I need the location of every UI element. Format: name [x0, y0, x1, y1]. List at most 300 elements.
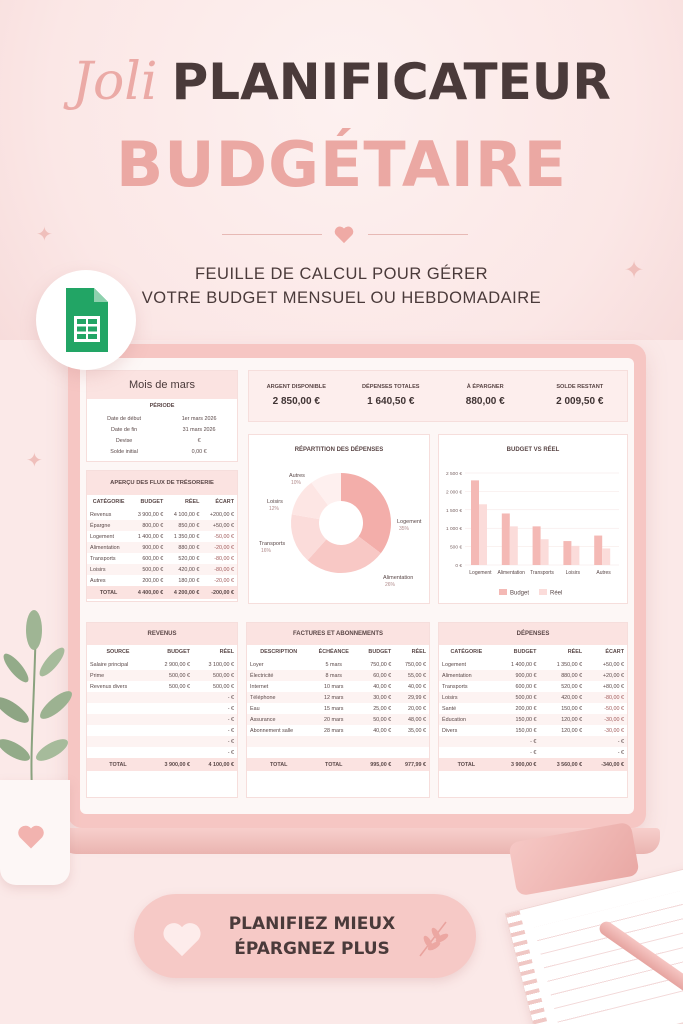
cta-text	[212, 912, 412, 962]
factures-cell: 35,00 €	[408, 727, 426, 734]
factures-cell: 55,00 €	[394, 670, 429, 681]
donut-slice-label: Logement	[397, 519, 422, 525]
depenses-cell: Logement	[442, 661, 466, 668]
revenus-cell	[149, 747, 193, 758]
bar-x-tick-label: Loisirs	[565, 570, 581, 576]
period-row	[87, 424, 237, 435]
factures-cell	[357, 747, 394, 758]
factures-cell: Loyer	[250, 661, 264, 668]
depenses-cell: 200,00 €	[515, 705, 537, 712]
depenses-row	[439, 703, 627, 714]
factures-header-cell: DESCRIPTION	[260, 649, 298, 655]
factures-cell: 5 mars	[325, 661, 342, 668]
donut-slice-label: Transports	[259, 541, 286, 547]
cashflow-row	[87, 575, 237, 586]
cashflow-cell: Épargne	[87, 520, 130, 531]
cashflow-title: APERÇU DES FLUX DE TRÉSORERIE	[87, 471, 237, 495]
depenses-table	[439, 645, 627, 771]
depenses-row	[439, 736, 627, 747]
title-word-planificateur: PLANIFICATEUR	[171, 53, 611, 111]
factures-cell: 750,00 €	[405, 661, 426, 668]
revenus-total-row	[87, 758, 237, 771]
revenus-header-cell: RÉEL	[219, 649, 234, 655]
factures-card	[246, 622, 430, 798]
factures-cell: Assurance	[247, 714, 310, 725]
factures-row	[247, 681, 429, 692]
revenus-cell	[149, 714, 193, 725]
bar-chart-title: BUDGET VS RÉEL	[506, 447, 560, 453]
depenses-cell: +20,00 €	[585, 670, 627, 681]
revenus-cell: 500,00 €	[149, 670, 193, 681]
factures-cell: 20 mars	[310, 714, 357, 725]
donut-slice-percent: 16%	[261, 548, 272, 554]
kpi-item	[533, 371, 628, 421]
bar-budget	[502, 513, 510, 565]
revenus-cell	[87, 703, 149, 714]
factures-cell: Eau	[250, 705, 260, 712]
donut-card	[248, 434, 430, 604]
period-header: PÉRIODE	[87, 399, 237, 413]
title-word-budgetaire: BUDGÉTAIRE	[116, 128, 567, 201]
cashflow-header-cell: ÉCART	[215, 499, 234, 505]
depenses-cell	[439, 736, 494, 747]
factures-cell	[310, 736, 357, 747]
plant-pot	[0, 780, 70, 885]
cashflow-cell: 500,00 €	[130, 564, 166, 575]
cashflow-cell: -20,00 €	[214, 577, 234, 584]
spreadsheet-screen	[80, 358, 634, 814]
kpi-item	[249, 371, 344, 421]
period-label: Devise	[115, 437, 133, 444]
revenus-cell	[87, 747, 149, 758]
bar-y-tick-label: 2 500 €	[445, 472, 462, 477]
factures-row	[247, 692, 429, 703]
bar-y-tick-label: 500 €	[449, 545, 462, 551]
cashflow-cell: Loisirs	[87, 564, 130, 575]
kpi-label: À ÉPARGNER	[466, 384, 504, 390]
kpi-item	[344, 371, 439, 421]
revenus-cell: - €	[227, 727, 234, 734]
month-card	[86, 370, 238, 462]
depenses-total-cell: TOTAL	[439, 758, 494, 771]
depenses-cell	[439, 747, 494, 758]
donut-slice-logement	[341, 473, 391, 553]
revenus-cell: Revenus divers	[90, 683, 128, 690]
depenses-cell: 900,00 €	[494, 670, 540, 681]
bar-x-tick-label: Alimentation	[497, 570, 525, 576]
kpi-label: DÉPENSES TOTALES	[361, 384, 420, 390]
revenus-cell: Salaire principal	[90, 661, 129, 668]
kpi-value: 1 640,50 €	[367, 396, 415, 407]
revenus-cell: 2 900,00 €	[164, 661, 190, 668]
depenses-header-cell: RÉEL	[567, 649, 583, 655]
revenus-cell: 500,00 €	[213, 683, 234, 690]
leaf-sprig-icon	[414, 916, 454, 960]
revenus-table	[87, 645, 237, 771]
depenses-card	[438, 622, 628, 798]
subtitle-line1: FEUILLE DE CALCUL POUR GÉRER	[194, 265, 489, 283]
depenses-row	[439, 692, 627, 703]
depenses-header-cell: BUDGET	[513, 649, 537, 655]
factures-cell: 750,00 €	[370, 661, 392, 668]
depenses-title: DÉPENSES	[439, 623, 627, 645]
factures-cell: 10 mars	[323, 683, 344, 690]
bar-réel	[510, 526, 518, 565]
cashflow-total-cell: 4 200,00 €	[166, 586, 202, 599]
legend-swatch	[539, 589, 547, 595]
depenses-cell: -50,00 €	[604, 705, 624, 712]
period-row	[87, 446, 237, 457]
cashflow-cell: -80,00 €	[214, 555, 234, 562]
period-row	[87, 435, 237, 446]
donut-slice-label: Loisirs	[267, 499, 283, 505]
cashflow-header-cell: BUDGET	[140, 499, 164, 505]
bar-réel	[571, 546, 579, 565]
cashflow-cell: Logement	[90, 533, 114, 540]
cashflow-cell: -50,00 €	[214, 533, 234, 540]
cashflow-cell: +200,00 €	[209, 511, 234, 518]
revenus-cell: - €	[193, 736, 237, 747]
revenus-row	[87, 670, 237, 681]
cta-line1: PLANIFIEZ MIEUX	[228, 914, 396, 934]
depenses-cell: - €	[494, 736, 540, 747]
depenses-row	[439, 714, 627, 725]
cashflow-total-cell: -200,00 €	[202, 586, 237, 599]
kpi-label: SOLDE RESTANT	[556, 384, 604, 390]
factures-cell: 25,00 €	[373, 705, 392, 712]
factures-total-row	[247, 758, 429, 771]
depenses-cell: 150,00 €	[561, 705, 583, 712]
factures-cell: Électricité	[247, 670, 310, 681]
donut-title: RÉPARTITION DES DÉPENSES	[294, 447, 384, 453]
bar-budget	[594, 536, 602, 565]
depenses-cell: 150,00 €	[515, 727, 537, 734]
factures-cell: 60,00 €	[357, 670, 394, 681]
cashflow-cell: 200,00 €	[142, 577, 164, 584]
donut-slice-label: Alimentation	[383, 575, 414, 581]
depenses-cell: 150,00 €	[494, 714, 540, 725]
legend-label: Réel	[550, 590, 563, 597]
revenus-row	[87, 725, 237, 736]
depenses-cell: Alimentation	[439, 670, 494, 681]
period-value: 1er mars 2026	[181, 415, 217, 422]
bar-budget	[471, 480, 479, 565]
factures-cell	[247, 736, 310, 747]
depenses-total-row	[439, 758, 627, 771]
plant-icon	[0, 600, 80, 790]
revenus-cell	[87, 692, 149, 703]
depenses-row	[439, 681, 627, 692]
factures-cell: 40,00 €	[373, 727, 392, 734]
factures-cell: Abonnement salle	[250, 727, 294, 734]
cashflow-row	[87, 553, 237, 564]
factures-cell: 50,00 €	[357, 714, 394, 725]
cashflow-header-cell: CATÉGORIE	[92, 499, 125, 505]
depenses-cell: Transports	[442, 683, 468, 690]
factures-cell: Internet	[250, 683, 269, 690]
depenses-total-cell: 3 900,00 €	[494, 758, 540, 771]
factures-title: FACTURES ET ABONNEMENTS	[247, 623, 429, 645]
donut-chart	[249, 461, 431, 601]
depenses-row	[439, 659, 627, 670]
bar-chart	[439, 455, 629, 605]
donut-slice-percent: 12%	[269, 506, 280, 512]
depenses-cell: Divers	[442, 727, 458, 734]
depenses-cell: 1 400,00 €	[510, 661, 537, 668]
factures-row	[247, 659, 429, 670]
factures-row	[247, 736, 429, 747]
revenus-header-cell: BUDGET	[167, 649, 190, 655]
depenses-cell: 500,00 €	[494, 692, 540, 703]
bar-x-tick-label: Autres	[596, 570, 611, 576]
cashflow-row	[87, 509, 237, 520]
sheets-badge	[36, 270, 136, 370]
subtitle-line2: VOTRE BUDGET MENSUEL OU HEBDOMADAIRE	[141, 289, 542, 307]
laptop-frame	[68, 344, 646, 828]
period-label: Date de début	[107, 415, 142, 422]
bar-card	[438, 434, 628, 604]
factures-row	[247, 747, 429, 758]
revenus-cell: 500,00 €	[193, 670, 237, 681]
revenus-total-cell: 4 100,00 €	[193, 758, 237, 771]
donut-slice-label: Autres	[289, 473, 305, 479]
cashflow-cell: 1 400,00 €	[137, 533, 164, 540]
cta-line2: ÉPARGNEZ PLUS	[234, 939, 390, 959]
depenses-header-cell: ÉCART	[605, 649, 624, 655]
factures-cell: 30,00 €	[357, 692, 394, 703]
revenus-cell	[87, 714, 149, 725]
period-value: €	[197, 437, 201, 444]
kpi-item	[438, 371, 533, 421]
factures-total-cell: TOTAL	[247, 758, 310, 771]
cashflow-cell: 600,00 €	[142, 555, 164, 562]
period-label: Date de fin	[111, 426, 138, 433]
cashflow-cell: 3 900,00 €	[137, 511, 164, 518]
donut-slice-percent: 10%	[291, 480, 302, 486]
revenus-cell	[149, 725, 193, 736]
factures-row	[247, 725, 429, 736]
factures-header-cell: RÉEL	[411, 649, 426, 655]
title-script-word: Joli	[72, 52, 158, 112]
factures-table	[247, 645, 429, 771]
kpi-value: 2 850,00 €	[272, 396, 320, 407]
depenses-cell: 520,00 €	[561, 683, 583, 690]
cashflow-cell: -20,00 €	[202, 542, 237, 553]
depenses-cell	[539, 747, 585, 758]
month-title: Mois de mars	[87, 371, 237, 399]
sparkle-icon: ✦	[26, 450, 43, 472]
bar-réel	[479, 504, 487, 565]
cashflow-cell: Alimentation	[87, 542, 130, 553]
depenses-cell: Loisirs	[439, 692, 494, 703]
revenus-cell: Prime	[87, 670, 149, 681]
depenses-row	[439, 747, 627, 758]
factures-cell: 48,00 €	[394, 714, 429, 725]
revenus-cell: - €	[227, 705, 234, 712]
factures-cell: 12 mars	[310, 692, 357, 703]
revenus-cell: - €	[193, 692, 237, 703]
bar-budget	[563, 541, 571, 565]
revenus-cell: 500,00 €	[169, 683, 190, 690]
depenses-cell: -30,00 €	[604, 727, 624, 734]
factures-cell: 8 mars	[310, 670, 357, 681]
factures-cell	[357, 736, 394, 747]
depenses-cell: Éducation	[439, 714, 494, 725]
depenses-cell: 1 350,00 €	[556, 661, 583, 668]
factures-cell: 40,00 €	[373, 683, 392, 690]
depenses-cell: 120,00 €	[561, 727, 583, 734]
kpi-value: 2 009,50 €	[556, 396, 604, 407]
cashflow-cell: 850,00 €	[166, 520, 202, 531]
factures-cell	[247, 747, 310, 758]
revenus-header-cell: SOURCE	[106, 649, 130, 655]
divider-left	[222, 234, 322, 235]
cashflow-row	[87, 520, 237, 531]
depenses-cell: - €	[530, 749, 537, 756]
bar-y-tick-label: 1 500 €	[445, 508, 462, 514]
factures-header-cell: ÉCHÉANCE	[318, 649, 349, 655]
depenses-total-cell: 3 560,00 €	[539, 758, 585, 771]
revenus-cell	[87, 736, 149, 747]
revenus-row	[87, 703, 237, 714]
cashflow-card	[86, 470, 238, 602]
depenses-row	[439, 670, 627, 681]
kpi-label: ARGENT DISPONIBLE	[266, 384, 326, 390]
heart-icon	[333, 224, 355, 244]
heart-icon	[16, 822, 46, 850]
divider-right	[368, 234, 468, 235]
revenus-row	[87, 681, 237, 692]
factures-cell: 29,99 €	[394, 692, 429, 703]
factures-cell: 40,00 €	[408, 683, 426, 690]
depenses-cell: 420,00 €	[539, 692, 585, 703]
revenus-row	[87, 659, 237, 670]
cashflow-row	[87, 564, 237, 575]
cashflow-total-cell: TOTAL	[87, 586, 130, 599]
cashflow-cell: 900,00 €	[130, 542, 166, 553]
factures-cell	[394, 736, 429, 747]
bar-réel	[541, 539, 549, 565]
cashflow-cell: 420,00 €	[166, 564, 202, 575]
cashflow-cell: Transports	[90, 555, 116, 562]
revenus-total-cell: TOTAL	[87, 758, 149, 771]
factures-row	[247, 703, 429, 714]
bar-réel	[602, 548, 610, 565]
revenus-cell	[149, 692, 193, 703]
depenses-cell: +80,00 €	[602, 683, 624, 690]
cashflow-row	[87, 531, 237, 542]
cashflow-cell: 880,00 €	[166, 542, 202, 553]
revenus-total-cell: 3 900,00 €	[149, 758, 193, 771]
kpi-value: 880,00 €	[465, 396, 505, 407]
depenses-cell: 120,00 €	[539, 714, 585, 725]
bar-budget	[533, 526, 541, 565]
period-value: 31 mars 2026	[182, 426, 216, 433]
factures-cell: 20,00 €	[408, 705, 426, 712]
cashflow-table	[87, 495, 237, 599]
revenus-row	[87, 747, 237, 758]
revenus-row	[87, 736, 237, 747]
revenus-cell	[87, 725, 149, 736]
revenus-cell	[149, 736, 193, 747]
period-label: Solde initial	[110, 448, 138, 455]
revenus-card	[86, 622, 238, 798]
revenus-cell: 3 100,00 €	[208, 661, 234, 668]
factures-total-cell: 977,99 €	[394, 758, 429, 771]
cashflow-cell: 1 350,00 €	[173, 533, 200, 540]
revenus-title: REVENUS	[87, 623, 237, 645]
cashflow-cell: 180,00 €	[178, 577, 200, 584]
depenses-cell: 880,00 €	[539, 670, 585, 681]
sparkle-icon: ✦	[36, 224, 53, 246]
cashflow-header-cell: RÉEL	[185, 499, 200, 505]
depenses-cell: 600,00 €	[515, 683, 537, 690]
title-line1	[0, 52, 683, 112]
cashflow-cell: Autres	[90, 577, 106, 584]
cashflow-cell: 520,00 €	[178, 555, 200, 562]
cashflow-cell: 800,00 €	[130, 520, 166, 531]
depenses-cell: - €	[585, 736, 627, 747]
factures-cell: 28 mars	[323, 727, 344, 734]
factures-total-cell: 995,00 €	[357, 758, 394, 771]
heart-icon	[160, 918, 204, 958]
sparkle-icon: ✦	[624, 257, 645, 284]
cashflow-total-row	[87, 586, 237, 599]
depenses-cell: -30,00 €	[585, 714, 627, 725]
factures-cell	[394, 747, 429, 758]
bar-y-tick-label: 0 €	[455, 564, 462, 569]
depenses-header-cell: CATÉGORIE	[450, 649, 483, 655]
cashflow-row	[87, 542, 237, 553]
period-row	[87, 413, 237, 424]
cashflow-cell: 4 100,00 €	[173, 511, 200, 518]
period-value: 0,00 €	[191, 448, 207, 455]
factures-header-cell: BUDGET	[368, 649, 392, 655]
factures-cell	[310, 747, 357, 758]
kpi-strip	[248, 370, 628, 422]
depenses-cell: -80,00 €	[585, 692, 627, 703]
bar-x-tick-label: Logement	[469, 570, 492, 576]
google-sheets-icon	[36, 270, 136, 370]
revenus-row	[87, 692, 237, 703]
revenus-cell	[149, 703, 193, 714]
cashflow-cell: Revenus	[90, 511, 112, 518]
factures-row	[247, 714, 429, 725]
factures-total-cell: TOTAL	[310, 758, 357, 771]
factures-cell: 15 mars	[323, 705, 344, 712]
factures-cell: Téléphone	[247, 692, 310, 703]
period-table	[87, 413, 237, 457]
depenses-row	[439, 725, 627, 736]
legend-label: Budget	[510, 590, 530, 597]
factures-row	[247, 670, 429, 681]
cashflow-cell: +50,00 €	[202, 520, 237, 531]
depenses-cell: - €	[617, 749, 624, 756]
revenus-cell: - €	[193, 714, 237, 725]
cashflow-cell: -80,00 €	[202, 564, 237, 575]
depenses-total-cell: -340,00 €	[585, 758, 627, 771]
donut-slice-percent: 26%	[385, 582, 396, 588]
cashflow-total-cell: 4 400,00 €	[130, 586, 166, 599]
bar-x-tick-label: Transports	[530, 570, 554, 576]
legend-swatch	[499, 589, 507, 595]
donut-slice-percent: 35%	[399, 526, 410, 532]
revenus-cell: - €	[227, 749, 234, 756]
revenus-row	[87, 714, 237, 725]
depenses-cell: +50,00 €	[602, 661, 624, 668]
bar-y-tick-label: 1 000 €	[445, 527, 462, 533]
depenses-cell	[539, 736, 585, 747]
